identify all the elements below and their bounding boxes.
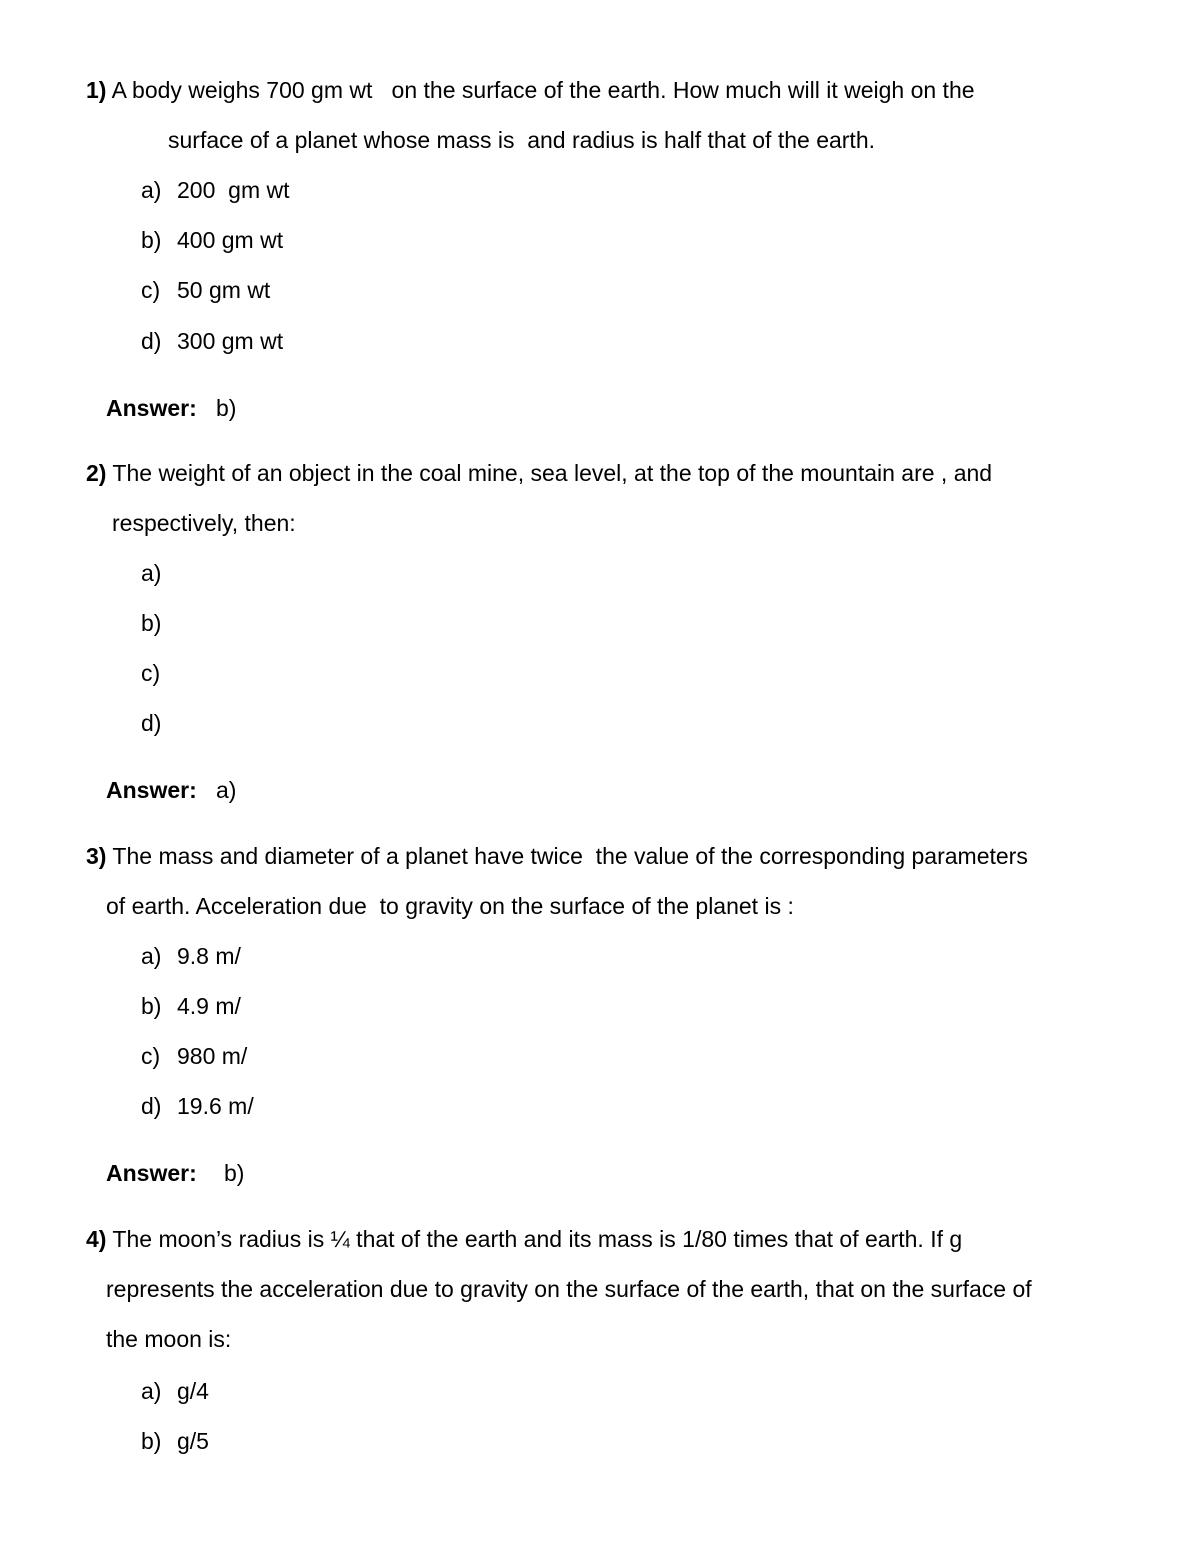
answer-label: Answer:: [106, 395, 197, 421]
answer-label: Answer:: [106, 777, 197, 803]
option-letter: d): [141, 1093, 162, 1119]
question-text: The mass and diameter of a planet have twice the value of the corresponding parameters: [106, 843, 1028, 869]
answer-value: b): [216, 395, 237, 421]
question-text: The moon’s radius is ¼ that of the earth and its mass is 1/80 times that of earth. If g: [106, 1226, 963, 1252]
answer-value: a): [216, 777, 237, 803]
question-2-line-1: [86, 458, 992, 488]
option-text: g/5: [177, 1428, 209, 1454]
question-number: 1): [86, 77, 107, 103]
question-4-line-3: the moon is:: [106, 1326, 232, 1352]
question-4-option-b: [141, 1426, 209, 1456]
question-2-line-2: respectively, then:: [112, 510, 296, 536]
question-1-option-b: [141, 225, 284, 255]
option-text: g/4: [177, 1378, 209, 1404]
option-text: 9.8 m/: [177, 943, 241, 969]
question-1-line-2: surface of a planet whose mass is and radius is half that of the earth.: [168, 127, 876, 153]
question-3-line-2: of earth. Acceleration due to gravity on the surface of the planet is :: [106, 893, 794, 919]
option-letter: a): [141, 943, 162, 969]
option-text: 50 gm wt: [177, 277, 271, 303]
option-letter: c): [141, 277, 161, 303]
question-3-option-b: [141, 991, 241, 1021]
option-letter: a): [141, 1378, 162, 1404]
question-2-answer: [106, 775, 237, 805]
option-letter: d): [141, 328, 162, 354]
question-3-line-1: [86, 841, 1028, 871]
question-1-option-a: [141, 175, 290, 205]
option-letter: a): [141, 560, 162, 586]
option-letter: d): [141, 710, 162, 736]
question-1-option-d: [141, 326, 284, 356]
question-4-line-1: [86, 1224, 962, 1254]
question-3-option-d: [141, 1091, 254, 1121]
option-letter: b): [141, 610, 162, 636]
question-1-answer: [106, 393, 237, 423]
option-text: 400 gm wt: [177, 227, 284, 253]
question-4-option-a: [141, 1376, 209, 1406]
question-2-option-a: [141, 558, 161, 588]
question-3-answer: [106, 1158, 245, 1188]
question-4-line-2: represents the acceleration due to gravity on the surface of the earth, that on the surface of: [106, 1276, 1032, 1302]
option-text: 300 gm wt: [177, 328, 284, 354]
option-letter: b): [141, 993, 162, 1019]
question-2-option-b: [141, 608, 161, 638]
option-text: 200 gm wt: [177, 177, 290, 203]
answer-label: Answer:: [106, 1160, 197, 1186]
option-letter: b): [141, 227, 162, 253]
question-2-option-c: [141, 658, 160, 688]
question-1-line-1: [86, 75, 975, 105]
answer-value: b): [224, 1160, 245, 1186]
option-text: 4.9 m/: [177, 993, 241, 1019]
option-text: 980 m/: [177, 1043, 248, 1069]
question-number: 2): [86, 460, 107, 486]
question-text: A body weighs 700 gm wt on the surface of the earth. How much will it weigh on the: [106, 77, 975, 103]
question-number: 4): [86, 1226, 107, 1252]
question-number: 3): [86, 843, 107, 869]
question-2-option-d: [141, 708, 161, 738]
option-letter: c): [141, 660, 161, 686]
option-letter: c): [141, 1043, 161, 1069]
option-text: 19.6 m/: [177, 1093, 254, 1119]
option-letter: b): [141, 1428, 162, 1454]
question-3-option-c: [141, 1041, 248, 1071]
question-3-option-a: [141, 941, 241, 971]
option-letter: a): [141, 177, 162, 203]
question-1-option-c: [141, 275, 271, 305]
question-text: The weight of an object in the coal mine, sea level, at the top of the mountain are , and: [106, 460, 993, 486]
